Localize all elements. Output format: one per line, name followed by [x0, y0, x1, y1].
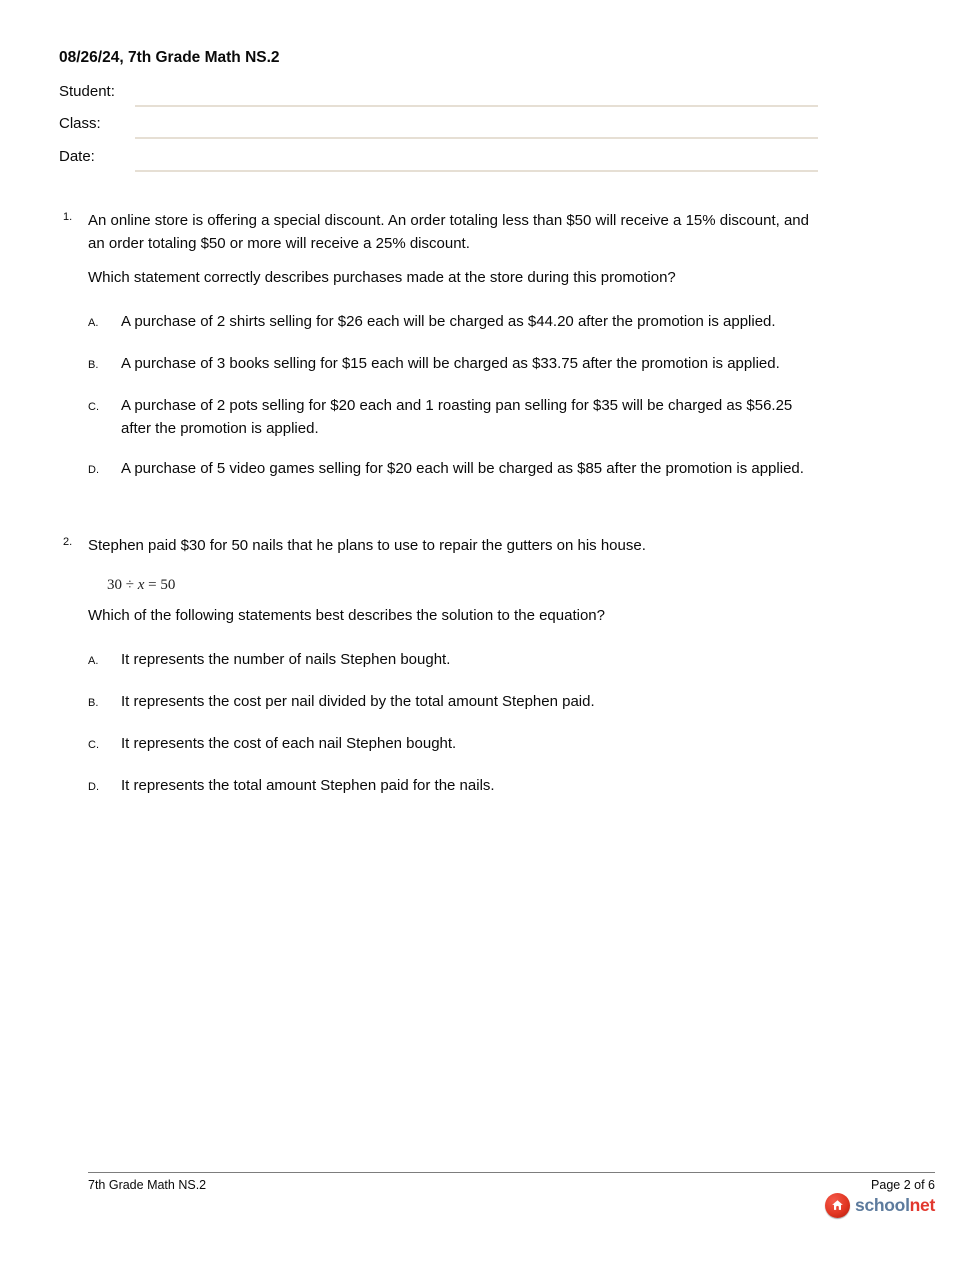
option-text: A purchase of 2 pots selling for $20 each and 1 roasting pan selling for $35 will be charged as $56.25 after the promotion is applied. — [121, 396, 793, 437]
class-field-row — [59, 107, 818, 140]
student-label: Student: — [59, 82, 115, 100]
question-1-number: 1. — [63, 210, 73, 223]
question-1-stem: Which statement correctly describes purchases made at the store during this promotion? — [88, 268, 676, 286]
answer-option-b — [88, 352, 818, 377]
question-1-options — [88, 310, 818, 482]
option-letter: B. — [88, 358, 99, 371]
option-letter: A. — [88, 316, 99, 329]
question-1-body — [88, 209, 818, 482]
option-letter: C. — [88, 400, 99, 413]
student-field-row — [59, 74, 818, 107]
option-text: A purchase of 5 video games selling for $20 each will be charged as $85 after the promotion is applied. — [121, 459, 804, 477]
footer-left-text: 7th Grade Math NS.2 — [88, 1178, 207, 1192]
page-number: Page 2 of 6 — [871, 1178, 935, 1192]
question-1-prompt: An online store is offering a special discount. An order totaling less than $50 will receive a 15% discount, and an order totaling $50 or more will receive a 25% discount. — [88, 211, 809, 252]
logo-wordmark — [855, 1193, 935, 1218]
question-2-options — [88, 648, 818, 799]
option-text: A purchase of 3 books selling for $15 each will be charged as $33.75 after the promotion is applied. — [121, 354, 780, 372]
question-2-number: 2. — [63, 535, 73, 548]
worksheet-page — [59, 48, 818, 799]
page-footer — [88, 1172, 935, 1218]
page-title: 08/26/24, 7th Grade Math NS.2 — [59, 49, 280, 66]
option-letter: A. — [88, 654, 99, 667]
schoolnet-logo — [88, 1193, 935, 1218]
answer-option-a — [88, 648, 818, 673]
answer-option-d — [88, 774, 818, 799]
answer-option-a — [88, 310, 818, 335]
option-letter: D. — [88, 463, 99, 476]
option-text: It represents the cost of each nail Stephen bought. — [121, 734, 457, 752]
question-list — [59, 209, 818, 799]
question-2-body — [88, 534, 818, 799]
logo-word-school: school — [855, 1195, 910, 1215]
answer-option-c — [88, 732, 818, 757]
class-label: Class: — [59, 115, 101, 132]
question-2-prompt: Stephen paid $30 for 50 nails that he plans to use to repair the gutters on his house. — [88, 536, 646, 554]
option-letter: C. — [88, 738, 99, 751]
option-letter: B. — [88, 696, 99, 709]
answer-option-d — [88, 457, 818, 482]
date-field-row — [59, 139, 818, 172]
equation-variable: x — [137, 576, 145, 593]
student-info-fields — [59, 74, 818, 172]
equation — [88, 576, 818, 595]
date-label: Date: — [59, 147, 95, 165]
answer-option-b — [88, 690, 818, 715]
question-1 — [59, 209, 818, 482]
question-2 — [59, 534, 818, 799]
option-text: It represents the cost per nail divided by the total amount Stephen paid. — [121, 692, 595, 710]
logo-word-net: net — [909, 1195, 935, 1215]
option-letter: D. — [88, 780, 99, 793]
answer-option-c — [88, 394, 818, 440]
date-blank-line — [135, 170, 818, 172]
home-icon — [825, 1193, 850, 1218]
option-text: It represents the total amount Stephen paid for the nails. — [121, 776, 495, 794]
question-2-stem: Which of the following statements best describes the solution to the equation? — [88, 606, 605, 624]
option-text: A purchase of 2 shirts selling for $26 each will be charged as $44.20 after the promotion is applied. — [121, 312, 776, 330]
equation-lhs: 30 ÷ — [107, 576, 138, 593]
option-text: It represents the number of nails Stephen bought. — [121, 650, 451, 668]
equation-rhs: = 50 — [144, 576, 176, 593]
